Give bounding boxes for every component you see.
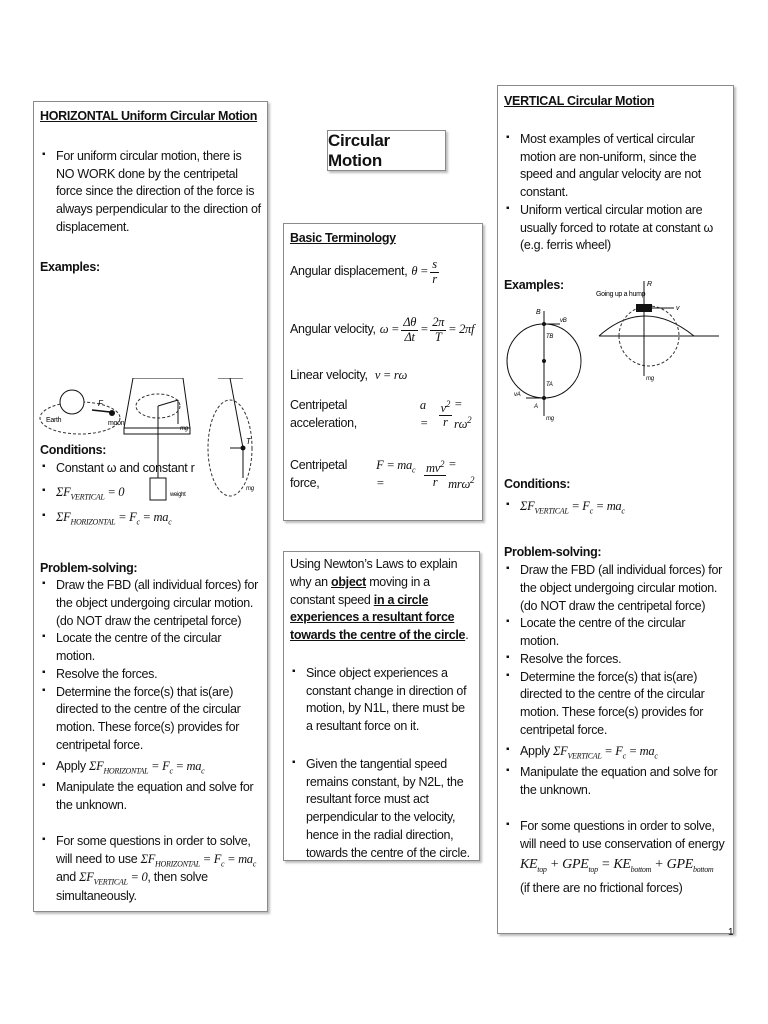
earth-label: Earth xyxy=(46,417,62,424)
centripetal-acceleration-row: Centripetal acceleration, a = $\frac{v^2}{r}$ = $r\omega^2$ xyxy=(290,397,472,431)
mg-label-pendulum: mg xyxy=(246,486,254,492)
title-box xyxy=(327,130,446,171)
horizontal-problem-label: Problem-solving: xyxy=(40,561,138,575)
horizontal-condition-3: ▪ $\Sigma F_{HORIZONTAL} = F_c = ma_c$ xyxy=(40,509,260,528)
a-label: A xyxy=(534,404,538,410)
ta-label: TA xyxy=(546,382,553,388)
horizontal-condition-2: ▪ $\Sigma F_{VERTICAL} = 0$ xyxy=(40,484,260,503)
linear-velocity-row: Linear velocity, v = rω xyxy=(290,368,407,382)
vertical-heading: VERTICAL Circular Motion xyxy=(504,94,655,108)
terminology-panel xyxy=(283,223,483,521)
weight-label: weight xyxy=(170,492,186,498)
newton-panel xyxy=(283,551,480,861)
tb-label: TB xyxy=(546,334,554,340)
earth-icon xyxy=(60,390,84,414)
vertical-condition-1: ▪ $\Sigma F_{VERTICAL} = F_c = ma_c$ xyxy=(504,498,724,517)
newton-intro: Using Newton’s Laws to explain why an object moving in a constant speed in a circle experiences a resultant force towards the centre of the circle. xyxy=(290,557,469,642)
vertical-problem-label: Problem-solving: xyxy=(504,545,602,559)
vertical-examples-diagram xyxy=(504,276,729,436)
vertical-examples-label: Examples: xyxy=(504,278,564,292)
energy-equation: $KE_{top} + GPE_{top} = KE_{bottom} + GPE_{bottom}$ xyxy=(520,857,714,875)
page-title: Circular Motion xyxy=(328,130,390,170)
vertical-bullet-1: ▪ Most examples of vertical circular motion are non-uniform, since the speed and angular velocity are not constant. xyxy=(504,131,727,202)
hump-label: Going up a hump xyxy=(596,291,646,298)
vertical-step-4: ▪ Determine the force(s) that is(are) directed to the centre of the circular motion. These force(s) provides for centripetal force. xyxy=(504,669,726,740)
newton-bullet-1: ▪ Since object experiences a constant change in direction of motion, by N1L, there must be a resultant force on it. xyxy=(290,665,473,736)
horizontal-step-2: ▪ Locate the centre of the circular motion. xyxy=(40,630,262,666)
mg-label-circle: mg xyxy=(546,416,554,422)
centripetal-force-row: Centripetal force, $F = ma_c$ = $\frac{mv^2}{r}$ = mrω$^2$ xyxy=(290,457,475,491)
horizontal-step-3: ▪ Resolve the forces. xyxy=(40,666,262,684)
tension-label: T xyxy=(246,437,251,446)
horizontal-step-simultaneous: ▪ For some questions in order to solve, will need to use $\Sigma F_{HORIZONTAL} = F_c = ma_c$ and $\Sigma F_{VERTICAL} = 0$, then solve simultaneously. xyxy=(40,833,262,906)
horizontal-condition-1: ▪ Constant ω and constant r xyxy=(40,460,260,478)
vertical-step-3: ▪ Resolve the forces. xyxy=(504,651,726,669)
vertical-step-energy: ▪ For some questions in order to solve, will need to use conservation of energy $KE_{top} + GPE_{top} = KE_{bottom} + GPE_{bottom}$ (if there are no frictional forces) xyxy=(504,818,726,897)
vertical-step-manipulate: ▪ Manipulate the equation and solve for the unknown. xyxy=(504,764,726,800)
table-icon xyxy=(124,378,190,428)
v-label: v xyxy=(676,305,680,312)
angular-velocity-row: Angular velocity, ω = $\frac{\Delta\theta}{\Delta t}$ = $\frac{2\pi}{T}$ = 2πf xyxy=(290,315,475,344)
vertical-step-2: ▪ Locate the centre of the circular motion. xyxy=(504,615,726,651)
horizontal-step-4: ▪ Determine the force(s) that is(are) directed to the centre of the circular motion. These force(s) provides for centripetal force. xyxy=(40,684,262,755)
vertical-step-apply: ▪ Apply $\Sigma F_{VERTICAL} = F_c = ma_c$ xyxy=(504,743,726,762)
vertical-panel xyxy=(497,85,734,934)
mg-label-table: mg xyxy=(180,426,188,432)
terminology-heading: Basic Terminology xyxy=(290,231,396,245)
horizontal-step-manipulate: ▪ Manipulate the equation and solve for the unknown. xyxy=(40,779,262,815)
horizontal-intro: ▪ For uniform circular motion, there is NO WORK done by the centripetal force since the direction of the force is always perpendicular to the direction of displacement. xyxy=(40,148,261,237)
horizontal-panel xyxy=(33,101,268,912)
horizontal-step-apply: ▪ Apply $\Sigma F_{HORIZONTAL} = F_c = ma_c$ xyxy=(40,758,262,777)
vertical-conditions-label: Conditions: xyxy=(504,477,571,491)
va-label: vA xyxy=(514,392,521,398)
horizontal-heading: HORIZONTAL Uniform Circular Motion xyxy=(40,109,258,123)
b-label: B xyxy=(536,309,541,316)
moon-icon xyxy=(109,410,115,416)
newton-bullet-2: ▪ Given the tangential speed remains constant, by N2L, the resultant force must act perpendicular to the velocity, hence in the radial direction, towards the centre of the circle. xyxy=(290,756,473,863)
angular-displacement-row: Angular displacement, θ = $\frac{s}{r}$ xyxy=(290,257,437,286)
r-label: R xyxy=(647,281,652,288)
vertical-bullet-2: ▪ Uniform vertical circular motion are usually forced to rotate at constant ω (e.g. ferris wheel) xyxy=(504,202,727,255)
vb-label: vB xyxy=(560,318,567,324)
mg-label-hump: mg xyxy=(646,376,654,382)
car-icon xyxy=(636,304,652,312)
horizontal-conditions-label: Conditions: xyxy=(40,443,107,457)
force-label: F xyxy=(98,399,103,408)
horizontal-examples-label: Examples: xyxy=(40,259,100,274)
vertical-step-1: ▪ Draw the FBD (all individual forces) for the object undergoing circular motion. (do NOT draw the centripetal force) xyxy=(504,562,726,615)
page-number: 1 xyxy=(728,927,734,938)
horizontal-step-1: ▪ Draw the FBD (all individual forces) for the object undergoing circular motion. (do NOT draw the centripetal force) xyxy=(40,577,262,630)
moon-label: moon xyxy=(108,420,125,427)
